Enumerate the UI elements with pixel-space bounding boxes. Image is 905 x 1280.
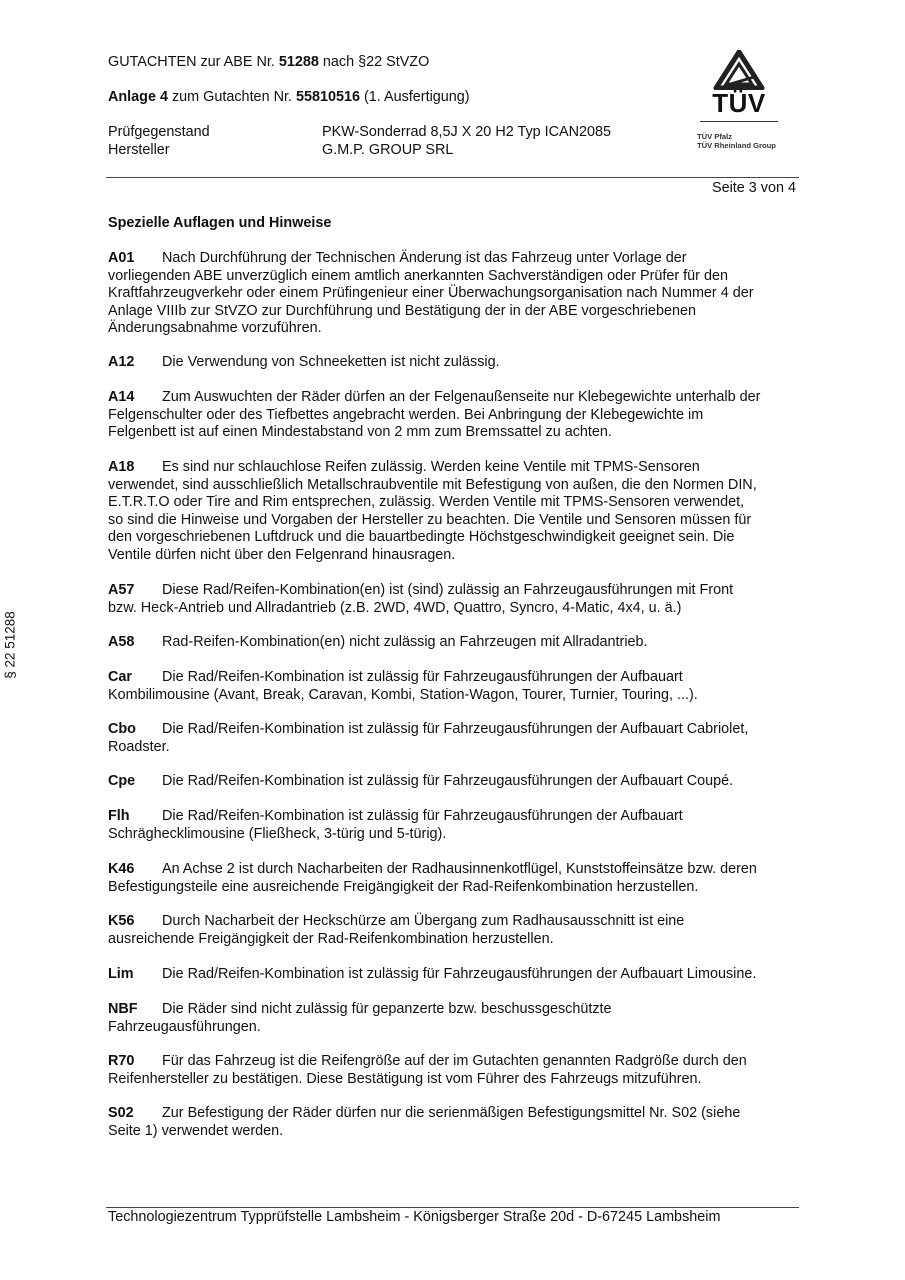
note-a14 [108,389,798,442]
logo-sub-group: TÜV Rheinland Group [697,141,776,150]
footer-address: Technologiezentrum Typprüfstelle Lambsheim - Königsberger Straße 20d - D-67245 Lambsheim [108,1209,721,1225]
note-flh [108,808,798,843]
note-line: Seite 1) verwendet werden. [108,1122,284,1139]
note-line: Anlage VIIIb zur StVZO zur Durchführung und Bestätigung der in der ABE vorgeschriebenen [108,302,696,319]
note-text: Die Rad/Reifen-Kombination ist zulässig für Fahrzeugausführungen der Aufbauart [162,808,683,824]
note-first-line [108,773,798,791]
note-code: NBF [108,1001,138,1017]
note-code: A14 [108,389,135,405]
note-line: Felgenbett ist auf einen Mindestabstand von 2 mm zum Bremssattel zu achten. [108,424,612,440]
note-first-line [108,1001,798,1019]
note-a58 [108,634,798,652]
note-a01 [108,250,798,338]
header-title-suffix: nach §22 StVZO [318,54,430,70]
note-code: A01 [108,250,135,266]
note-first-line [108,721,798,739]
note-a12 [108,354,798,372]
note-a18 [108,459,798,564]
note-code: A58 [108,634,135,650]
note-first-line [108,1105,798,1123]
note-code: K56 [108,913,135,929]
note-code: Car [108,669,132,685]
header-annex [108,89,470,107]
header-divider [106,177,799,178]
note-text: Die Verwendung von Schneeketten ist nicht zulässig. [162,354,500,370]
note-r70 [108,1053,798,1088]
note-line: bzw. Heck-Antrieb und Allradantrieb (z.B. 2WD, 4WD, Quattro, Syncro, 4-Matic, 4x4, u. ä.) [108,599,682,616]
note-car [108,669,798,704]
note-line: E.T.R.T.O oder Tire and Rim entsprechen, zulässig. Werden Ventile mit TPMS-Sensoren verwendet, [108,494,745,510]
section-title: Spezielle Auflagen und Hinweise [108,215,332,231]
logo-divider [700,121,778,122]
tuv-triangle-icon [694,50,784,90]
note-lim [108,966,798,984]
note-text: Die Räder sind nicht zulässig für gepanzerte bzw. beschussgeschützte [162,1001,612,1017]
note-line: den vorgeschriebenen Luftdruck und die bauartbedingte Höchstgeschwindigkeit geeignet sein. Die [108,529,735,545]
note-line: ausreichende Freigängigkeit der Rad-Reifenkombination herzustellen. [108,930,554,947]
note-line: Kombilimousine (Avant, Break, Caravan, Kombi, Station-Wagon, Tourer, Turnier, Touring, ...). [108,686,698,703]
note-text: Zur Befestigung der Räder dürfen nur die serienmäßigen Befestigungsmittel Nr. S02 (siehe [162,1105,741,1121]
footer-divider [106,1207,799,1208]
note-line: verwendet, sind ausschließlich Metallschraubventile mit Befestigung von außen, die den Normen DIN, [108,476,757,493]
note-code: S02 [108,1105,134,1121]
note-first-line [108,966,798,984]
note-code: K46 [108,861,135,877]
note-line: Reifenhersteller zu bestätigen. Diese Bestätigung ist vom Führer des Fahrzeugs mitzuführen. [108,1070,702,1087]
test-object-label: Prüfgegenstand [108,124,210,140]
note-code: Cbo [108,721,136,737]
test-object-value: PKW-Sonderrad 8,5J X 20 H2 Typ ICAN2085 [322,124,612,140]
annex-suffix: (1. Ausfertigung) [360,89,470,105]
note-line: Ventile dürfen nicht über den Felgenrand hinausragen. [108,546,456,563]
note-line: Fahrzeugausführungen. [108,1018,261,1035]
note-first-line [108,389,798,407]
note-code: A18 [108,459,135,475]
note-first-line [108,808,798,826]
note-nbf [108,1001,798,1036]
annex-label: Anlage 4 [108,89,168,105]
note-first-line [108,459,798,477]
note-line: Änderungsabnahme vorzuführen. [108,320,322,336]
note-first-line [108,582,798,600]
note-first-line [108,250,798,268]
note-cpe [108,773,798,791]
abe-number: 51288 [278,54,319,70]
note-a57 [108,582,798,617]
manufacturer-value: G.M.P. GROUP SRL [322,142,454,158]
note-first-line [108,669,798,687]
note-code: A57 [108,582,135,598]
note-code: Lim [108,966,134,982]
note-line: vorliegenden ABE unverzüglich einem amtlich anerkannten Sachverständigen oder Prüfer für den [108,267,728,284]
note-line: Befestigungsteile eine ausreichende Freigängigkeit der Rad-Reifenkombination herzustellen. [108,878,699,895]
note-line: so sind die Hinweise und Vorgaben der Hersteller zu beachten. Die Ventile und Sensoren müssen für [108,511,752,528]
side-margin-text: § 22 51288 [2,611,18,679]
page-number: Seite 3 von 4 [711,180,796,196]
note-code: A12 [108,354,135,370]
note-text: Durch Nacharbeit der Heckschürze am Übergang zum Radhausausschnitt ist eine [162,913,685,929]
note-text: Die Rad/Reifen-Kombination ist zulässig für Fahrzeugausführungen der Aufbauart Coupé. [162,773,734,789]
manufacturer-label: Hersteller [108,142,170,158]
note-line: Felgenschulter oder des Tiefbettes angebracht werden. Bei Anbringung der Klebegewichte im [108,406,704,423]
header-title [108,54,429,72]
side-margin-mark [0,600,20,690]
note-code: R70 [108,1053,135,1069]
annex-mid: zum Gutachten Nr. [167,89,296,105]
note-text: Die Rad/Reifen-Kombination ist zulässig für Fahrzeugausführungen der Aufbauart Limousine. [162,966,757,982]
note-text: Rad-Reifen-Kombination(en) nicht zulässig an Fahrzeugen mit Allradantrieb. [162,634,648,650]
note-text: Für das Fahrzeug ist die Reifengröße auf der im Gutachten genannten Radgröße durch den [162,1053,747,1069]
note-s02 [108,1105,798,1140]
header-title-prefix: GUTACHTEN zur ABE Nr. [108,54,279,70]
note-text: Nach Durchführung der Technischen Änderung ist das Fahrzeug unter Vorlage der [162,250,687,266]
note-first-line [108,634,798,652]
note-code: Flh [108,808,130,824]
note-first-line [108,913,798,931]
note-line: Kraftfahrzeugverkehr oder einem Prüfingenieur einer Überwachungsorganisation nach Nummer 4 der [108,285,754,301]
logo-sub-pfalz: TÜV Pfalz [697,132,733,141]
note-text: Die Rad/Reifen-Kombination ist zulässig für Fahrzeugausführungen der Aufbauart [162,669,683,685]
note-cbo [108,721,798,756]
note-line: Schräghecklimousine (Fließheck, 3-türig und 5-türig). [108,825,447,842]
note-k46 [108,861,798,896]
logo-wordmark: TÜV [712,88,766,118]
note-text: An Achse 2 ist durch Nacharbeiten der Radhausinnenkotflügel, Kunststoffeinsätze bzw. deren [162,861,757,877]
note-text: Es sind nur schlauchlose Reifen zulässig. Werden keine Ventile mit TPMS-Sensoren [162,459,700,475]
note-k56 [108,913,798,948]
note-first-line [108,354,798,372]
note-first-line [108,1053,798,1071]
note-text: Diese Rad/Reifen-Kombination(en) ist (sind) zulässig an Fahrzeugausführungen mit Front [162,582,734,598]
tuv-logo [694,50,784,156]
note-line: Roadster. [108,738,170,755]
report-number: 55810516 [295,89,360,105]
note-text: Zum Auswuchten der Räder dürfen an der Felgenaußenseite nur Klebegewichte unterhalb der [162,389,761,405]
note-code: Cpe [108,773,136,789]
note-first-line [108,861,798,879]
note-text: Die Rad/Reifen-Kombination ist zulässig für Fahrzeugausführungen der Aufbauart Cabriolet, [162,721,749,737]
